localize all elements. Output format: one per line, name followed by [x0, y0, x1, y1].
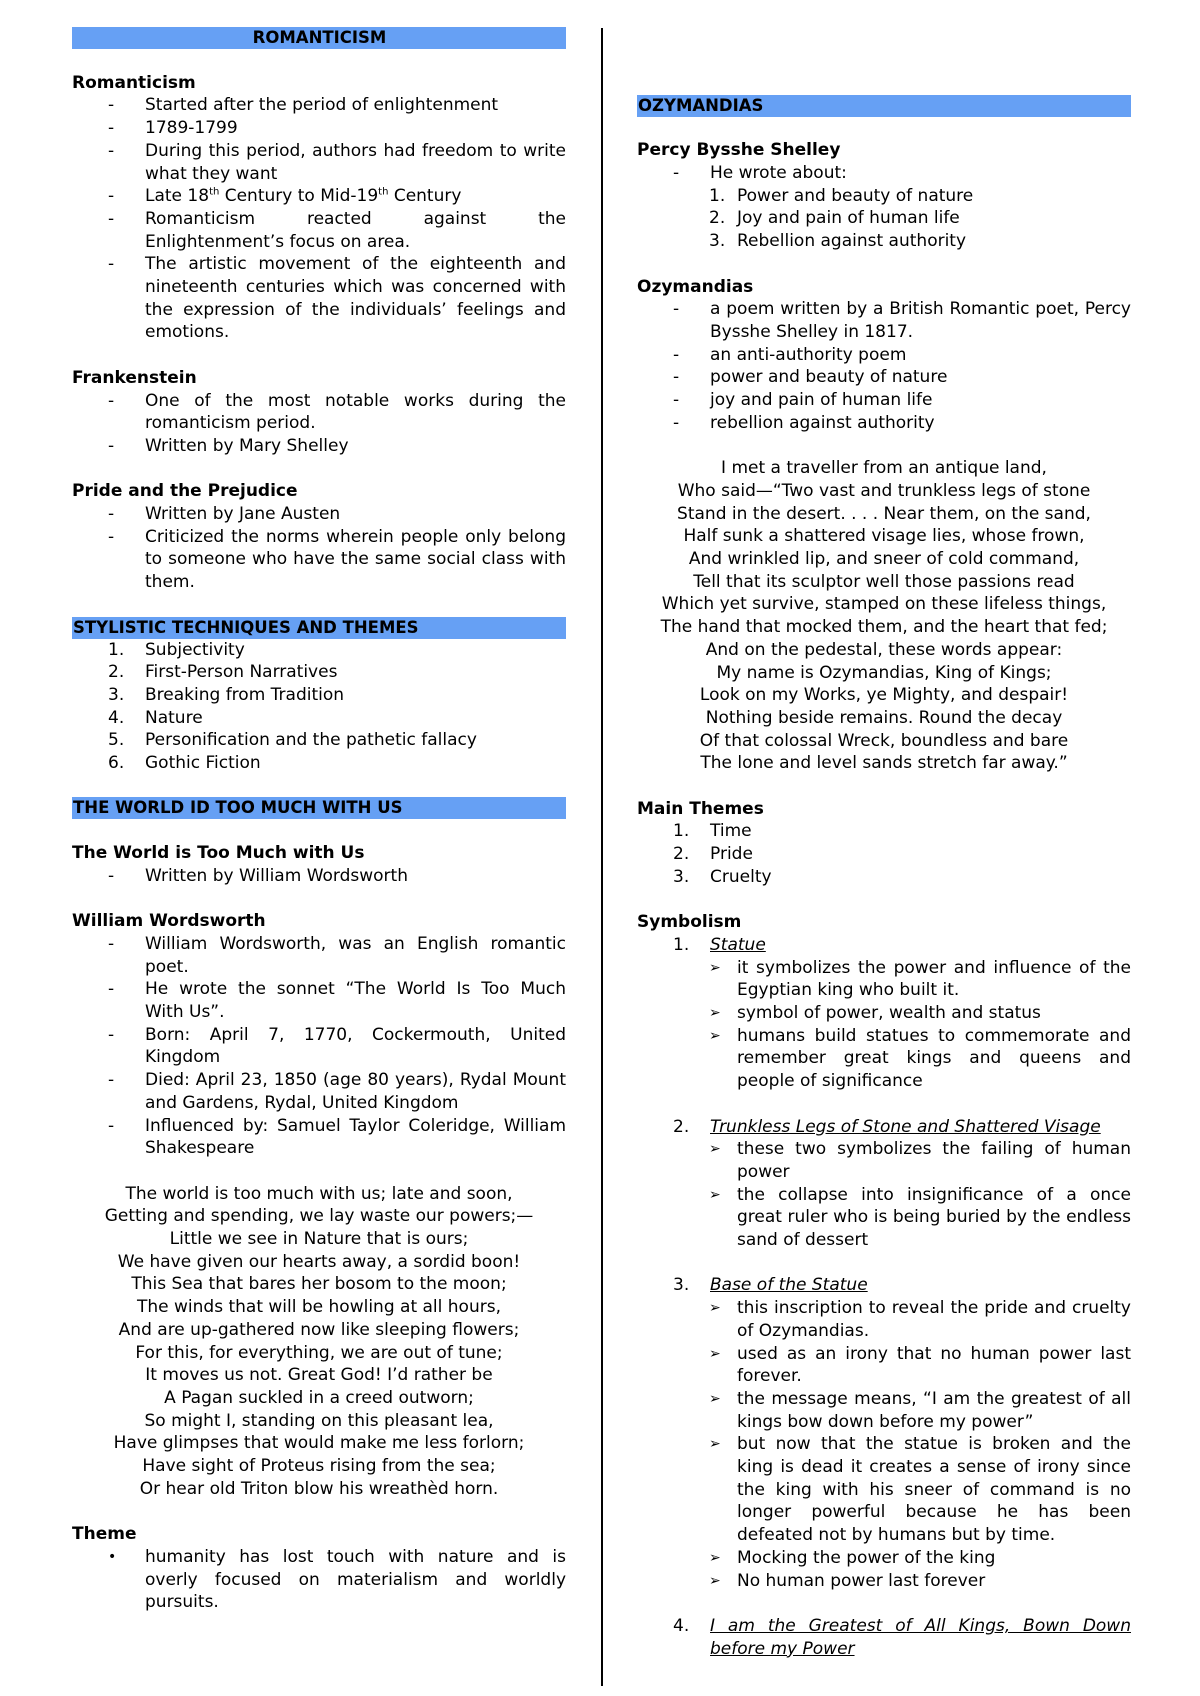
left-column [72, 27, 566, 1614]
symbol-group-greatest [637, 1615, 1131, 1660]
list-item: - Written by Mary Shelley [108, 435, 349, 456]
poem-line: Getting and spending, we lay waste our powers;— [104, 1206, 534, 1227]
list-item: ➢ used as an irony that no human power last forever. [709, 1343, 1131, 1387]
list-item: 1. Power and beauty of nature [709, 185, 974, 206]
poem-line: Look on my Works, ye Mighty, and despair! [699, 685, 1069, 706]
list-item: 6. Gothic Fiction [108, 753, 261, 774]
theme-list [72, 1546, 566, 1614]
symbol-title: 1. Statue [673, 934, 766, 955]
list-item: ➢ it symbolizes the power and influence of the Egyptian king who built it. [709, 957, 1131, 1001]
pride-heading: Pride and the Prejudice [72, 481, 298, 502]
world-list [72, 865, 566, 888]
poem-line: Who said—“Two vast and trunkless legs of stone [677, 480, 1091, 501]
list-item: - The artistic movement of the eighteenth and nineteenth centuries which was concerned with the expression of the individuals’ feelings and emotions. [108, 254, 566, 343]
list-item: 4. Nature [108, 707, 203, 728]
list-item: ➢ Mocking the power of the king [709, 1547, 996, 1568]
list-item: 1. Subjectivity [108, 639, 245, 660]
wordsworth-list [72, 933, 566, 1160]
stylistic-banner: STYLISTIC TECHNIQUES AND THEMES [72, 617, 566, 639]
poem-line: Nothing beside remains. Round the decay [705, 707, 1063, 728]
poem-line: The winds that will be howling at all hours, [137, 1297, 501, 1318]
list-item: ➢ this inscription to reveal the pride and cruelty of Ozymandias. [709, 1298, 1131, 1341]
list-item: 3. Cruelty [673, 866, 772, 887]
poem-line: My name is Ozymandias, King of Kings; [716, 662, 1052, 683]
list-item: 2. Pride [673, 844, 753, 865]
poem-line: This Sea that bares her bosom to the moon; [131, 1274, 507, 1295]
list-item: 5. Personification and the pathetic fallacy [108, 730, 477, 751]
arrow-bullet-icon: ➢ [709, 959, 721, 976]
list-item: 1. Time [673, 821, 752, 842]
poem-line: The hand that mocked them, and the heart that fed; [660, 617, 1108, 638]
list-item: - joy and pain of human life [673, 390, 933, 411]
arrow-bullet-icon: ➢ [709, 1345, 721, 1362]
list-item: 2. First-Person Narratives [108, 662, 338, 683]
poem-line: We have given our hearts away, a sordid boon! [117, 1251, 521, 1272]
shelley-topics [637, 185, 1131, 253]
shelley-list [637, 162, 1131, 185]
list-item: - Started after the period of enlightenment [108, 95, 499, 116]
poem-line: A Pagan suckled in a creed outworn; [164, 1387, 474, 1408]
world-poem [72, 1183, 566, 1501]
romanticism-list [72, 94, 566, 344]
poem-line: And on the pedestal, these words appear: [705, 639, 1063, 660]
arrow-bullet-icon: ➢ [709, 1027, 721, 1044]
poem-line: I met a traveller from an antique land, [721, 458, 1047, 479]
symbol-title: 2. Trunkless Legs of Stone and Shattered Visage [673, 1116, 1101, 1137]
right-column [637, 27, 1131, 1660]
list-item: - power and beauty of nature [673, 367, 948, 388]
list-item: 2. Joy and pain of human life [709, 208, 960, 229]
world-heading: The World is Too Much with Us [72, 843, 365, 864]
symbolism-heading: Symbolism [637, 912, 742, 933]
list-item: - Died: April 23, 1850 (age 80 years), Rydal Mount and Gardens, Rydal, United Kingdom [108, 1070, 566, 1113]
list-item: - 1789-1799 [108, 118, 238, 139]
column-divider [601, 28, 603, 1686]
list-item: 3. Breaking from Tradition [108, 684, 345, 705]
arrow-bullet-icon: ➢ [709, 1005, 721, 1022]
list-item: - During this period, authors had freedom to write what they want [108, 140, 566, 184]
themes-list [637, 820, 1131, 888]
symbol-title: 4. I am the Greatest of All Kings, Bown Down before my Power [673, 1615, 1131, 1659]
poem-line: And wrinkled lip, and sneer of cold command, [688, 549, 1080, 569]
list-item: ➢ these two symbolizes the failing of human power [709, 1139, 1131, 1182]
list-item: - Influenced by: Samuel Taylor Coleridge, William Shakespeare [108, 1115, 566, 1159]
list-item: - Written by Jane Austen [108, 504, 341, 525]
list-item: ➢ the message means, “I am the greatest of all kings bow down before my power” [709, 1388, 1131, 1432]
arrow-bullet-icon: ➢ [709, 1390, 721, 1407]
arrow-bullet-icon: ➢ [709, 1141, 721, 1158]
list-item: - William Wordsworth, was an English romantic poet. [108, 933, 566, 977]
arrow-bullet-icon: ➢ [709, 1300, 721, 1317]
list-item: - He wrote the sonnet “The World Is Too Much With Us”. [108, 979, 566, 1023]
theme-heading: Theme [72, 1524, 137, 1545]
wordsworth-heading: William Wordsworth [72, 911, 266, 932]
arrow-bullet-icon: ➢ [709, 1186, 721, 1203]
ozymandias-heading: Ozymandias [637, 276, 754, 297]
list-item: - an anti-authority poem [673, 344, 907, 365]
poem-line: Of that colossal Wreck, boundless and bare [699, 730, 1069, 751]
poem-line: The world is too much with us; late and soon, [125, 1183, 513, 1204]
poem-line: Stand in the desert. . . . Near them, on the sand, [677, 503, 1091, 524]
ozymandias-poem [637, 457, 1131, 775]
list-item: - Written by William Wordsworth [108, 865, 408, 886]
list-item: - Born: April 7, 1770, Cockermouth, United Kingdom [108, 1024, 566, 1068]
poem-line: Have sight of Proteus rising from the sea; [142, 1456, 496, 1477]
poem-line: It moves us not. Great God! I’d rather be [145, 1365, 493, 1386]
list-item: - Criticized the norms wherein people only belong to someone who have the same social class with them. [108, 526, 566, 593]
ozymandias-list [637, 298, 1131, 434]
list-item: ➢ humans build statues to commemorate and remember great kings and queens and people of significance [709, 1025, 1131, 1092]
romanticism-heading: Romanticism [72, 72, 196, 93]
poem-line: The lone and level sands stretch far away.” [700, 753, 1068, 774]
world-banner: THE WORLD ID TOO MUCH WITH US [72, 797, 566, 819]
arrow-bullet-icon: ➢ [709, 1436, 721, 1453]
poem-line: Little we see in Nature that is ours; [169, 1229, 469, 1250]
arrow-bullet-icon: ➢ [709, 1572, 721, 1589]
poem-line: So might I, standing on this pleasant lea, [144, 1410, 494, 1431]
themes-heading: Main Themes [637, 798, 764, 819]
list-item: - Late 18th Century to Mid-19th Century [108, 186, 462, 207]
list-item: - One of the most notable works during the romanticism period. [108, 390, 566, 434]
list-item: - rebellion against authority [673, 412, 935, 433]
romanticism-banner: ROMANTICISM [72, 27, 566, 49]
symbol-group-statue [637, 934, 1131, 1093]
poem-line: Tell that its sculptor well those passions read [693, 571, 1075, 592]
poem-line: For this, for everything, we are out of tune; [135, 1342, 503, 1363]
poem-line: Half sunk a shattered visage lies, whose frown, [683, 526, 1085, 547]
poem-line: Have glimpses that would make me less forlorn; [113, 1433, 525, 1454]
ozymandias-banner: OZYMANDIAS [637, 95, 1131, 117]
list-item: • humanity has lost touch with nature and is overly focused on materialism and worldly pursuits. [108, 1546, 566, 1613]
frankenstein-list [72, 390, 566, 458]
symbol-group-base [637, 1274, 1131, 1592]
list-item: ➢ the collapse into insignificance of a once great ruler who is being buried by the endless sand of dessert [709, 1184, 1131, 1251]
poem-line: Which yet survive, stamped on these lifeless things, [661, 594, 1107, 615]
poem-line: And are up-gathered now like sleeping flowers; [118, 1319, 520, 1340]
list-item: ➢ but now that the statue is broken and the king is dead it creates a sense of irony since the king with his sneer of command is no longer powerful because he has been defeated not by humans but by time. [709, 1434, 1131, 1546]
list-item: - a poem written by a British Romantic poet, Percy Bysshe Shelley in 1817. [673, 299, 1131, 342]
list-item: ➢ symbol of power, wealth and status [709, 1003, 1041, 1024]
list-item: 3. Rebellion against authority [709, 231, 967, 252]
symbol-group-legs [637, 1116, 1131, 1252]
poem-line: Or hear old Triton blow his wreathèd horn. [139, 1478, 499, 1499]
stylistic-list [72, 639, 566, 775]
list-item: - He wrote about: [673, 163, 847, 184]
list-item: ➢ No human power last forever [709, 1570, 986, 1591]
pride-list [72, 503, 566, 594]
frankenstein-heading: Frankenstein [72, 367, 197, 388]
list-item: - Romanticism reacted against the Enlightenment’s focus on area. [108, 208, 566, 252]
arrow-bullet-icon: ➢ [709, 1549, 721, 1566]
shelley-heading: Percy Bysshe Shelley [637, 140, 841, 161]
symbol-title: 3. Base of the Statue [673, 1275, 868, 1296]
